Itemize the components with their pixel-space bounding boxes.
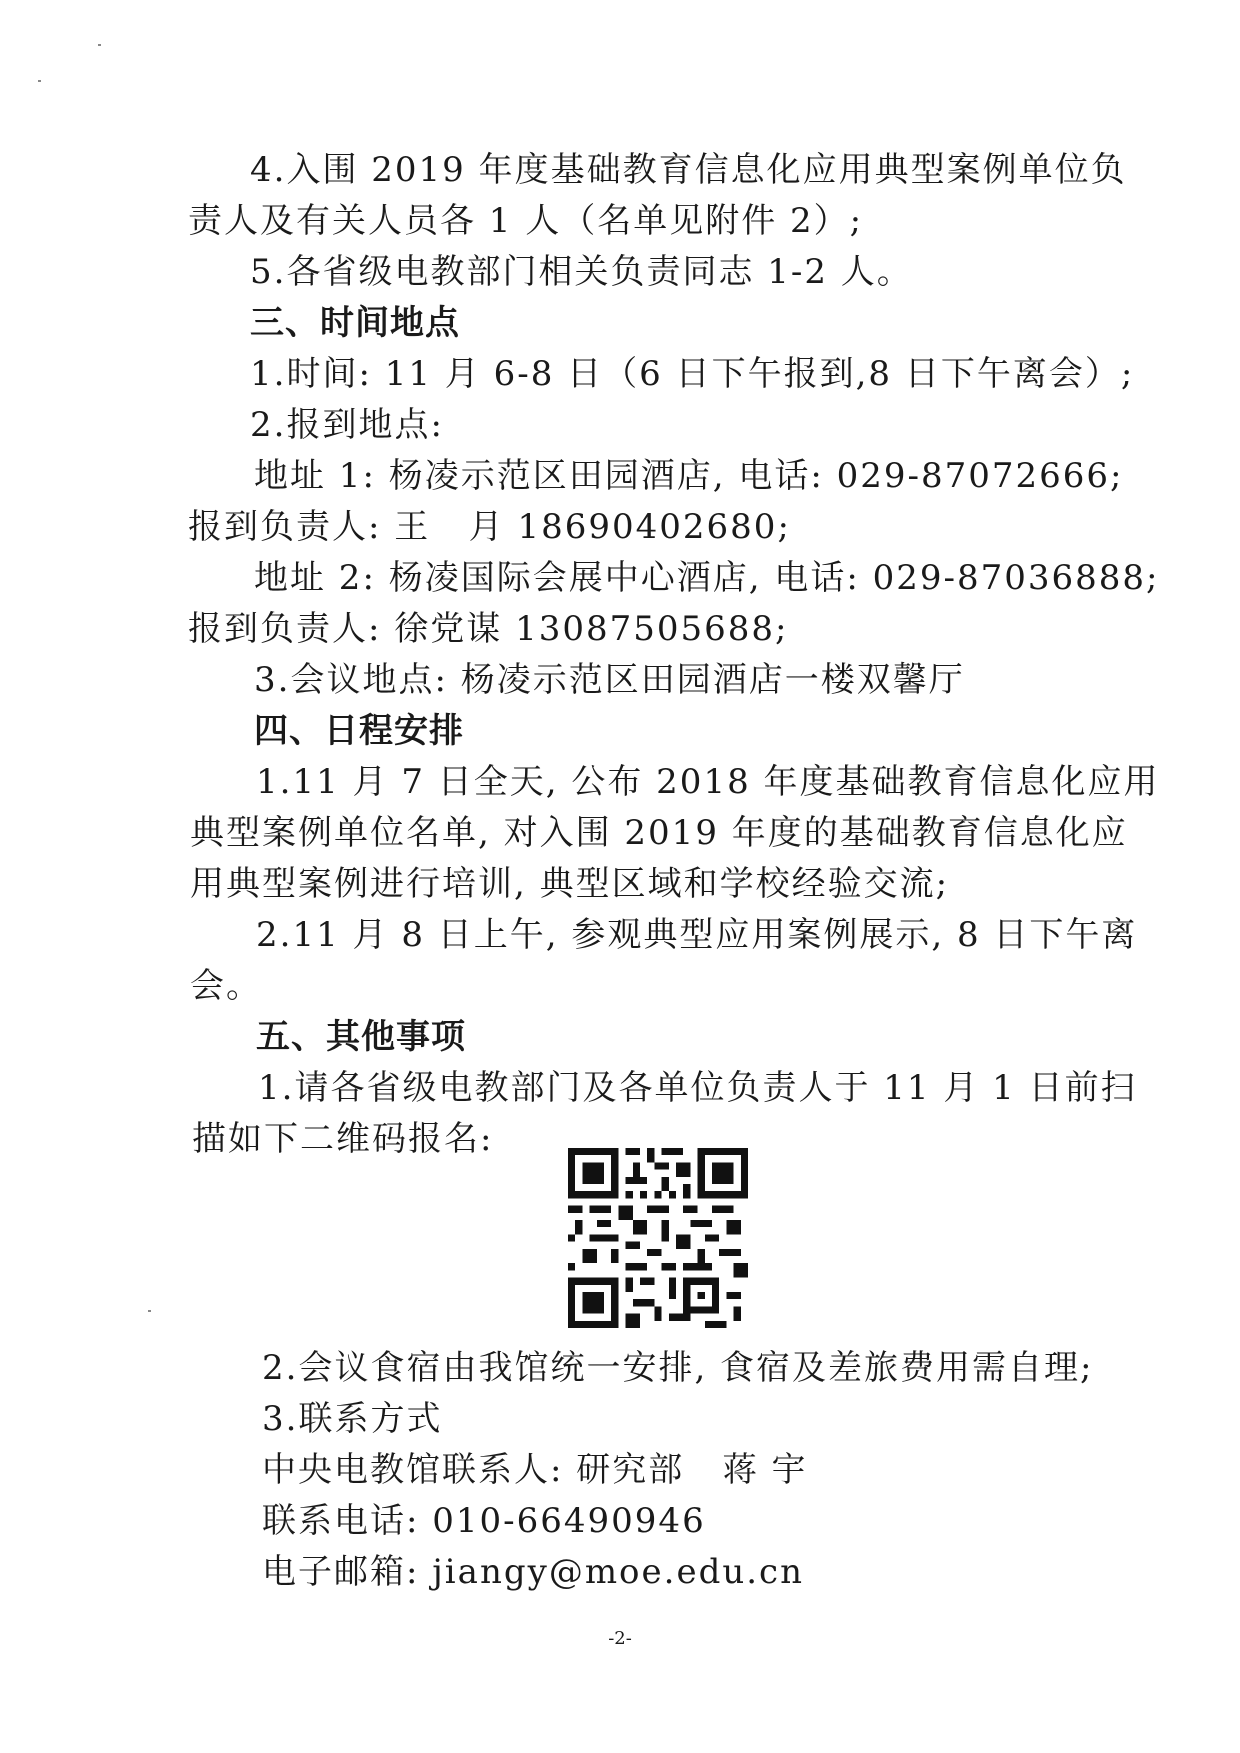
text-line: 报到负责人: 王 月 18690402680; <box>188 507 791 547</box>
scan-speck <box>38 80 41 82</box>
section-heading: 四、日程安排 <box>254 711 464 751</box>
text-line: 4.入围 2019 年度基础教育信息化应用典型案例单位负 <box>250 150 1127 190</box>
text-line: 会。 <box>190 966 262 1006</box>
text-line: 报到负责人: 徐党谋 13087505688; <box>188 609 789 649</box>
section-heading: 五、其他事项 <box>256 1017 466 1057</box>
text-line: 3.会议地点: 杨凌示范区田园酒店一楼双馨厅 <box>254 660 965 700</box>
text-line: 责人及有关人员各 1 人（名单见附件 2）; <box>188 201 864 241</box>
text-line: 2.报到地点: <box>250 405 444 445</box>
text-line: 中央电教馆联系人: 研究部 蒋 宇 <box>262 1450 808 1490</box>
text-line: 电子邮箱: jiangy@moe.edu.cn <box>262 1552 804 1592</box>
page-number: -2- <box>608 1628 632 1649</box>
text-line: 3.联系方式 <box>262 1399 443 1439</box>
text-line: 2.11 月 8 日上午, 参观典型应用案例展示, 8 日下午离 <box>256 915 1138 955</box>
text-line: 用典型案例进行培训, 典型区域和学校经验交流; <box>190 864 950 904</box>
section-heading: 三、时间地点 <box>250 303 460 343</box>
text-line: 地址 2: 杨凌国际会展中心酒店, 电话: 029-87036888; <box>254 558 1160 598</box>
text-line: 联系电话: 010-66490946 <box>262 1501 706 1541</box>
text-line: 1.时间: 11 月 6-8 日（6 日下午报到,8 日下午离会）; <box>250 354 1135 394</box>
text-line: 5.各省级电教部门相关负责同志 1-2 人。 <box>250 252 913 292</box>
text-line: 描如下二维码报名: <box>192 1119 494 1159</box>
scan-speck <box>148 1310 151 1312</box>
text-line: 1.请各省级电教部门及各单位负责人于 11 月 1 日前扫 <box>258 1068 1137 1108</box>
text-line: 典型案例单位名单, 对入围 2019 年度的基础教育信息化应 <box>190 813 1128 853</box>
text-line: 地址 1: 杨凌示范区田园酒店, 电话: 029-87072666; <box>254 456 1124 496</box>
scan-speck <box>98 44 101 46</box>
text-line: 1.11 月 7 日全天, 公布 2018 年度基础教育信息化应用 <box>256 762 1160 802</box>
text-line: 2.会议食宿由我馆统一安排, 食宿及差旅费用需自理; <box>262 1348 1094 1388</box>
qr-code-icon[interactable] <box>568 1148 748 1328</box>
